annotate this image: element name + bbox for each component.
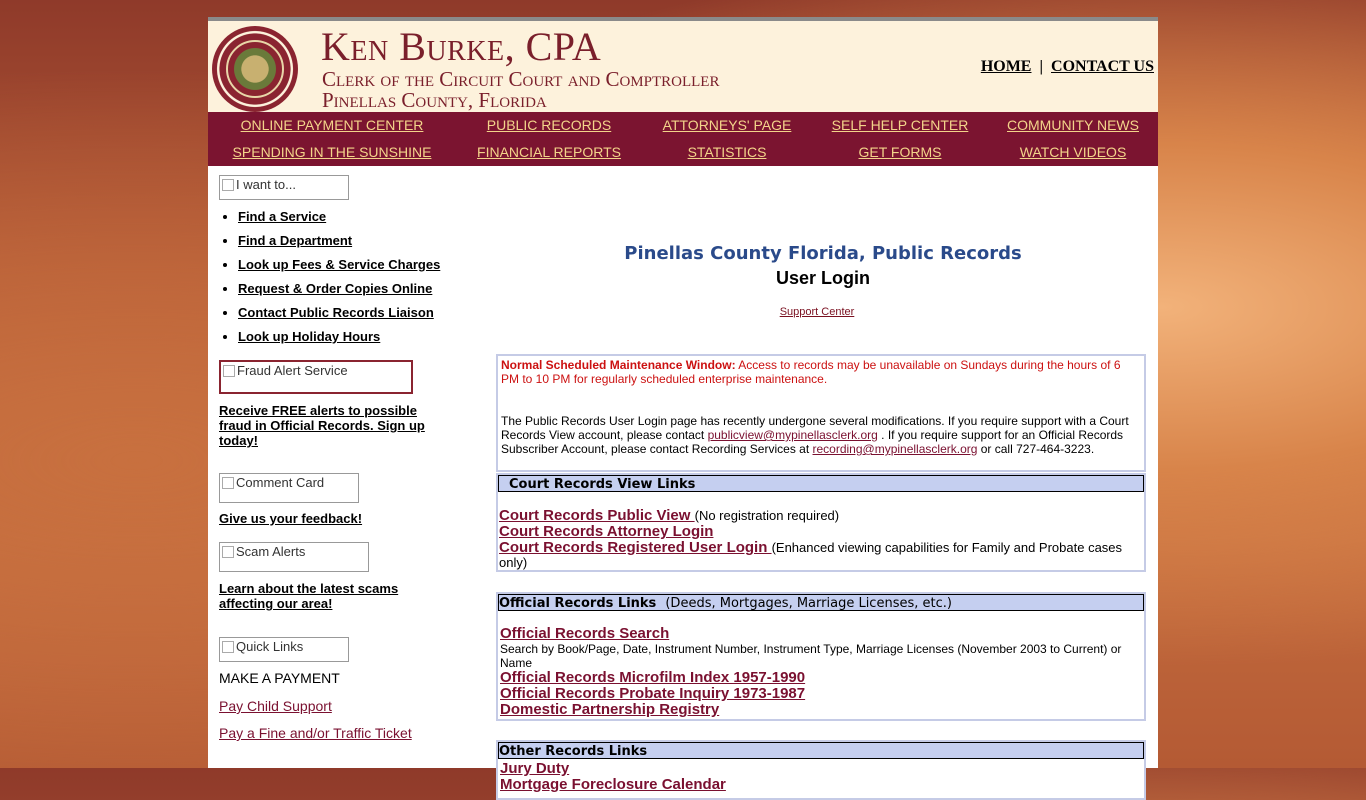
top-links — [977, 58, 1158, 76]
seal-ring — [226, 40, 284, 98]
contact-us-link[interactable]: CONTACT US — [1051, 58, 1154, 75]
fraud-alert-link[interactable]: Receive FREE alerts to possible fraud in Official Records. Sign up today! — [219, 403, 425, 448]
nav-statistics[interactable]: STATISTICS — [687, 144, 767, 160]
publicview-email-link[interactable]: publicview@mypinellasclerk.org — [707, 428, 878, 442]
broken-image-icon — [222, 546, 234, 558]
maintenance-text: Access to records may be unavailable on Sundays during the hours of 6 PM to 10 PM for regularly scheduled enterprise maintenance. — [501, 358, 1121, 386]
site-title[interactable]: Ken Burke, CPA — [321, 24, 602, 69]
holiday-hours-link[interactable]: Look up Holiday Hours — [238, 329, 381, 344]
broken-image-icon — [222, 477, 234, 489]
nav-spending-in-the-sunshine[interactable]: SPENDING IN THE SUNSHINE — [232, 144, 432, 160]
probate-inquiry-link[interactable]: Official Records Probate Inquiry 1973-1987 — [500, 685, 806, 702]
site-location: Pinellas County, Florida — [322, 88, 547, 112]
broken-image-icon — [223, 365, 235, 377]
nav-community-news[interactable]: COMMUNITY NEWS — [1007, 117, 1139, 133]
domestic-partnership-link[interactable]: Domestic Partnership Registry — [500, 701, 720, 718]
find-service-link[interactable]: Find a Service — [238, 209, 327, 224]
modifications-notice — [501, 414, 1141, 456]
official-records-box — [496, 592, 1146, 721]
list-item — [238, 253, 459, 277]
court-public-view-link[interactable]: Court Records Public View — [499, 507, 695, 524]
quick-links-image — [219, 637, 349, 662]
scam-alerts-alt: Scam Alerts — [236, 544, 306, 559]
support-center-link[interactable]: Support Center — [779, 306, 855, 318]
court-public-view-note: (No registration required) — [694, 508, 840, 523]
official-search-description: Search by Book/Page, Date, Instrument Number, Instrument Type, Marriage Licenses (November 2003 to Current) or Name — [500, 642, 1122, 670]
court-links — [498, 492, 1144, 570]
official-records-header — [498, 594, 1144, 611]
official-records-title: Official Records Links — [499, 596, 657, 611]
pay-child-support-link[interactable]: Pay Child Support — [219, 698, 332, 714]
i-want-to-alt: I want to... — [236, 177, 296, 192]
notice-box — [496, 354, 1146, 472]
other-records-header: Other Records Links — [498, 742, 1144, 759]
official-records-search-link[interactable]: Official Records Search — [500, 625, 670, 642]
broken-image-icon — [222, 641, 234, 653]
official-links — [498, 611, 1144, 718]
notice-text-2: . If you require support for an Official Records Subscriber Account, please contact Recording Services at — [501, 428, 1124, 456]
court-records-box — [496, 473, 1146, 572]
court-records-header: Court Records View Links — [498, 475, 1144, 492]
feedback-link[interactable]: Give us your feedback! — [219, 511, 363, 526]
fraud-alert-alt: Fraud Alert Service — [237, 363, 348, 378]
scams-link[interactable]: Learn about the latest scams affecting our area! — [219, 581, 399, 611]
page-title: Pinellas County Florida, Public Records — [624, 243, 1022, 264]
microfilm-index-link[interactable]: Official Records Microfilm Index 1957-1990 — [500, 669, 806, 686]
list-item — [238, 301, 459, 325]
site-subtitle: Clerk of the Circuit Court and Comptroller — [322, 67, 720, 91]
county-seal-icon[interactable] — [212, 26, 298, 112]
fraud-alert-image[interactable] — [219, 360, 413, 394]
sidebar — [219, 175, 459, 741]
nav-financial-reports[interactable]: FINANCIAL REPORTS — [477, 144, 621, 160]
list-item — [238, 325, 459, 349]
official-records-note: (Deeds, Mortgages, Marriage Licenses, etc.) — [665, 596, 952, 611]
nav-watch-videos[interactable]: WATCH VIDEOS — [1019, 144, 1127, 160]
i-want-to-image — [219, 175, 349, 200]
nav-attorneys-page[interactable]: ATTORNEYS' PAGE — [662, 117, 792, 133]
other-records-box — [496, 740, 1146, 800]
main-nav — [208, 112, 1158, 166]
court-public-view-row — [499, 508, 1144, 524]
list-item — [238, 229, 459, 253]
nav-self-help-center[interactable]: SELF HELP CENTER — [831, 117, 969, 133]
court-registered-login-link[interactable]: Court Records Registered User Login — [499, 539, 772, 556]
nav-get-forms[interactable]: GET FORMS — [858, 144, 942, 160]
list-item — [238, 277, 459, 301]
scam-alerts-image[interactable] — [219, 542, 369, 572]
court-attorney-row — [499, 524, 1144, 540]
nav-online-payment-center[interactable]: ONLINE PAYMENT CENTER — [240, 117, 424, 133]
page-subtitle: User Login — [775, 268, 870, 288]
fees-link[interactable]: Look up Fees & Service Charges — [238, 257, 441, 272]
top-links-separator: | — [1039, 58, 1044, 75]
foreclosure-calendar-link[interactable]: Mortgage Foreclosure Calendar — [500, 776, 726, 793]
make-payment-heading: MAKE A PAYMENT — [219, 670, 340, 686]
list-item — [238, 205, 459, 229]
find-department-link[interactable]: Find a Department — [238, 233, 353, 248]
nav-public-records[interactable]: PUBLIC RECORDS — [486, 117, 612, 133]
notice-text-1: The Public Records User Login page has recently undergone several modifications. If you require support with a Court Records View account, please contact — [501, 414, 1129, 442]
comment-card-image[interactable] — [219, 473, 359, 503]
maintenance-notice — [501, 358, 1141, 386]
page — [208, 17, 1158, 793]
records-liaison-link[interactable]: Contact Public Records Liaison — [238, 305, 434, 320]
broken-image-icon — [222, 179, 234, 191]
quick-links-alt: Quick Links — [236, 639, 304, 654]
order-copies-link[interactable]: Request & Order Copies Online — [238, 281, 433, 296]
comment-card-alt: Comment Card — [236, 475, 325, 490]
service-list — [219, 205, 459, 349]
recording-email-link[interactable]: recording@mypinellasclerk.org — [812, 442, 978, 456]
notice-text-3: or call 727-464-3223. — [977, 442, 1095, 456]
site-header — [208, 17, 1158, 112]
court-registered-note: (Enhanced viewing capabilities for Family and Probate cases only) — [499, 540, 1123, 570]
jury-duty-link[interactable]: Jury Duty — [500, 760, 570, 777]
pay-fine-link[interactable]: Pay a Fine and/or Traffic Ticket — [219, 725, 412, 741]
home-link[interactable]: HOME — [980, 58, 1032, 75]
other-links — [498, 759, 1144, 793]
court-attorney-login-link[interactable]: Court Records Attorney Login — [499, 523, 714, 540]
maintenance-label: Normal Scheduled Maintenance Window: — [501, 358, 736, 372]
court-registered-row — [499, 540, 1144, 570]
